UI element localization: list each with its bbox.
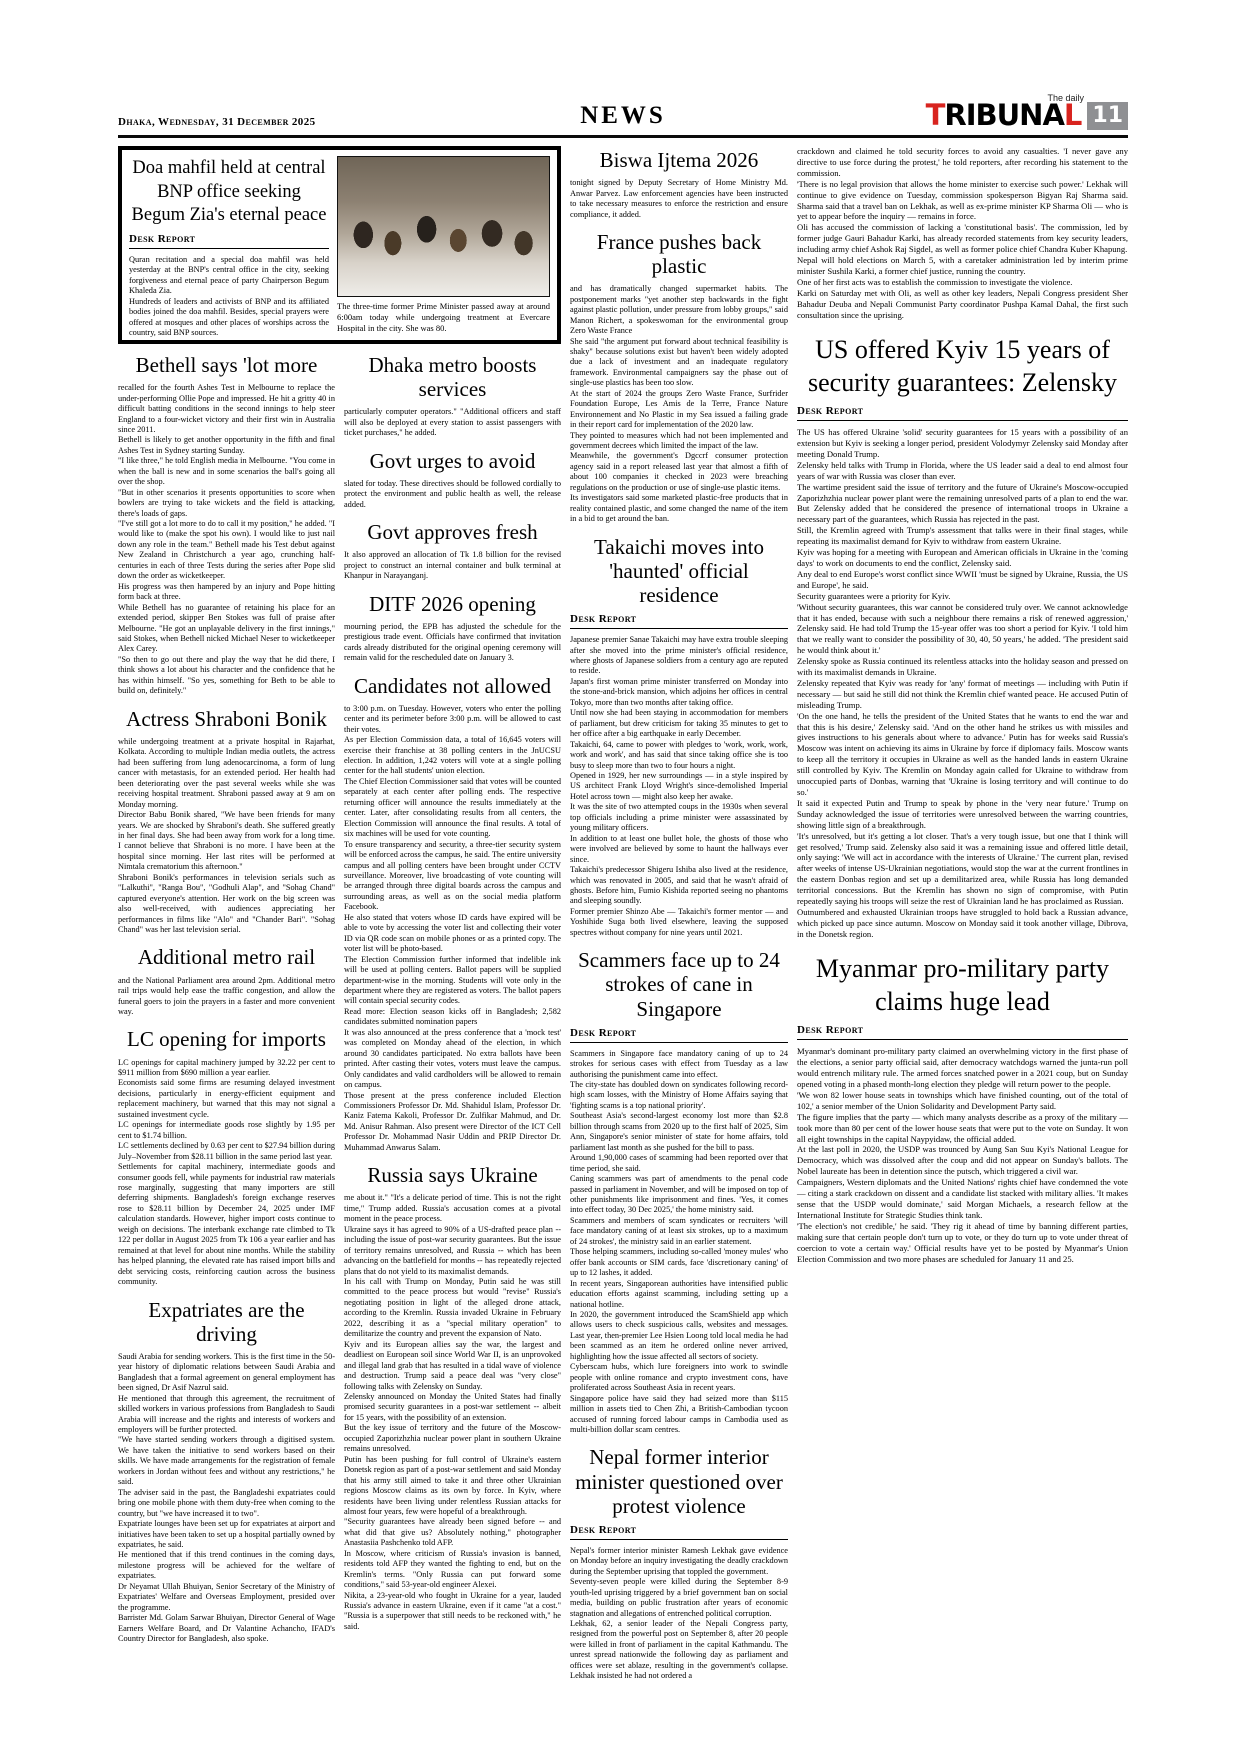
body-paragraph: Ukraine says it has agreed to 90% of a US-drafted peace plan -- including the issue of post-war security guarantees. But the issue of territory remains unresolved, and Russia -- which has been advancing on the battlefield for months -- has repeatedly rejected plans that do not yield to its maximalist demands. <box>344 1224 561 1276</box>
body-paragraph: The US has offered Ukraine 'solid' security guarantees for 15 years with a possibility of an extension but Kyiv is seeking a longer period, president Volodymyr Zelensky said Monday after meeting Donald Trump. <box>797 427 1128 459</box>
column-3 <box>570 146 788 1682</box>
body-paragraph: Any deal to end Europe's worst conflict since WWII 'must be signed by Ukraine, Russia, the US and Europe', he said. <box>797 568 1128 590</box>
body-paragraph: Japanese premier Sanae Takaichi may have extra trouble sleeping after she moved into the prime minister's official residence, where ghosts of Japanese soldiers from a century ago are reputed to reside. <box>570 635 788 676</box>
article <box>118 353 335 697</box>
body-paragraph: One of her first acts was to establish the commission to investigate the violence. <box>797 276 1073 287</box>
article <box>118 1298 335 1645</box>
body-paragraph: It was also announced at the press conference that a 'mock test' was completed on Monday ahead of the election, in which around 30 candidates participated. No extra ballots have been printed. After casting their votes, voters must leave the campus. Only candidates and valid cardholders will be allowed to remain on campus. <box>344 1027 561 1090</box>
body-paragraph: recalled for the fourth Ashes Test in Melbourne to replace the under-performing Ollie Pope and impressed. He hit a gritty 40 in difficult batting conditions in the second innings to help steer England to a four-wicket victory and their first win in Australia since 2011. <box>118 383 335 434</box>
article-headline: LC opening for imports <box>127 1027 326 1052</box>
body-paragraph: mourning period, the EPB has adjusted the schedule for the prestigious trade event. Officials have confirmed that invitation cards already distributed for the original opening ceremony will remain valid for the rescheduled date on January 3. <box>344 621 561 663</box>
body-paragraph: In 2020, the government introduced the ScamShield app which allows users to check suspicious calls, websites and messages. Last year, then-premier Lee Hsien Loong told local media he had been scammed as an item he ordered online never arrived, highlighting how the issue affected all sectors of society. <box>570 1309 788 1361</box>
page-header <box>118 86 1128 138</box>
body-paragraph: Kyiv and its European allies say the war, the largest and deadliest on European soil since World War II, is an unprovoked and illegal land grab that has resulted in a tidal wave of violence and destruction. Trump said a peace deal was "very close" following talks with Zelensky on Sunday. <box>344 1339 561 1391</box>
page-number-badge: 11 <box>1087 102 1128 130</box>
body-paragraph: Karki on Saturday met with Oli, as well as other key leaders, Nepali Congress president Sher Bahadur Deuba and Nepali Communist Party coordinator Pushpa Kamal Dahal, the first such consultation since the uprising. <box>797 287 1128 320</box>
body-paragraph: He mentioned that if this trend continues in the coming days, milestone progress will be achieved for the welfare of expatriates. <box>118 1550 335 1581</box>
body-paragraph: me about it." "It's a delicate period of time. This is not the right time," Trump added. Russia's accusation comes at a pivotal moment in the peace process. <box>344 1193 561 1224</box>
body-paragraph: Zelensky spoke as Russia continued its relentless attacks into the holiday season and pressed on with its maximalist demands in Ukraine. <box>797 656 1128 678</box>
body-paragraph: Scammers and members of scam syndicates or recruiters 'will face mandatory caning of at least six strokes, up to a maximum of 24 strokes', the ministry said in an earlier statement. <box>570 1215 788 1246</box>
body-paragraph: and the National Parliament area around 2pm. Additional metro rail trips would help ease the traffic congestion, and allow the funeral goers to join the prayers in a faster and more convenient way. <box>118 975 335 1016</box>
body-paragraph: Seventy-seven people were killed during the September 8-9 youth-led uprising triggered by a brief government ban on social media, building on public frustration after years of economic stagnation and allegations of entrenched political corruption. <box>570 1577 788 1618</box>
body-paragraph: Nepal will hold elections on March 5, with a caretaker administration led by interim prime minister Sushila Karki, a former chief justice, running the country. <box>797 255 1128 276</box>
article-headline: Doa mahfil held at central BNP office seeking Begum Zia's eternal peace <box>131 158 327 226</box>
article <box>344 592 561 664</box>
body-paragraph: LC openings for intermediate goods rose slightly by 1.95 per cent to $1.74 billion. <box>118 1120 335 1140</box>
body-paragraph: To ensure transparency and security, a three-tier security system will be enforced across the campus, he said. The entire university campus and all polling centers have been brought under CCTV surveillance. Moreover, live broadcasting of vote counting will be arranged through three digital boards across the campus and surrounding areas, as well as on the social media platform Facebook. <box>344 839 561 912</box>
article <box>344 1163 561 1632</box>
article-headline: Nepal former interior minister questioned over protest violence <box>575 1445 783 1518</box>
article-headline: France pushes back plastic <box>596 229 762 279</box>
article <box>118 707 335 936</box>
body-paragraph: Shraboni Bonik's performances in television serials such as "Lalkuthi", "Ranga Bou", "Godhuli Alap", and "Sohag Chand" captured everyone's attention. Her work on the big screen was also well-received, with audiences appreciating her performances in films like "Alo" and "Chander Bari". "Sohag Chand" was her last television serial. <box>118 872 335 935</box>
article <box>344 674 561 1154</box>
column-2 <box>344 351 561 1645</box>
body-paragraph: Nikita, a 23-year-old who fought in Ukraine for a year, lauded Russia's advance in eastern Ukraine, even if it came "at a cost." "Russia is a superpower that still needs to be reckoned with," he said. <box>344 1590 561 1631</box>
body-paragraph: In his call with Trump on Monday, Putin said he was still committed to the peace process but would "revise" Russia's negotiating position in light of the alleged drone attack, according to the Kremlin. Russia invaded Ukraine in February 2022, describing it as a "special military operation" to demilitarize the country and prevent the expansion of Nato. <box>344 1276 561 1339</box>
body-paragraph: It said it expected Putin and Trump to speak by phone in the 'very near future.' Trump on Sunday acknowledged the issue of territories were unresolved between the warring countries, showing little sign of a breakthrough. <box>797 797 1128 830</box>
body-paragraph: The Chief Election Commissioner said that votes will be counted separately at each center after polling ends. The respective returning officer will announce the results immediately at the center. Later, after consolidating results from all centers, the Election Commission will announce the final results. A total of six machines will be used for vote counting. <box>344 776 561 839</box>
body-paragraph: Lekhak, 62, a senior leader of the Nepali Congress party, resigned from the powerful post on September 8, after 20 people were killed in front of parliament in the capital Kathmandu. The unrest spread nationwide the following day as parliament and offices were set ablaze, resulting in the government's collapse. Lekhak insisted he had not ordered a <box>570 1619 788 1681</box>
article-headline: Additional metro rail <box>137 945 316 970</box>
body-paragraph: Dr Neyamat Ullah Bhuiyan, Senior Secretary of the Ministry of Expatriates' Welfare and Overseas Employment, presided over the programme. <box>118 1581 335 1612</box>
body-paragraph: "Security guarantees have already been signed before -- and what did that give us? Absolutely nothing," photographer Anastasiia Pashchenko told AFP. <box>344 1517 561 1548</box>
article <box>344 449 561 511</box>
logo-wordmark: TRIBUNAL <box>925 98 1082 132</box>
body-paragraph: particularly computer operators." "Additional officers and staff will also be deployed at every station to assist passengers with ticket purchases," he added. <box>344 407 561 438</box>
body-paragraph: They pointed to measures which had not been implemented and government decrees which limited the impact of the law. <box>570 430 788 451</box>
body-paragraph: 'It's unresolved, but it's getting a lot closer. That's a very tough issue, but one that I think will get resolved,' Trump said. Zelensky also said it was a remaining issue and offered little detail, only saying: 'We will act in accordance with the interests of Ukraine.' The current plan, revised after weeks of intense US-Ukrainian negotiations, would stop the war at the current frontlines in the eastern Donbas region and set up a demilitarized area, while Russia has long demanded territorial concessions. But the Kremlin has shown no sign of compromise, with Putin repeatedly saying his troops will seize the rest of Ukrainian land he has proclaimed as Russian. <box>797 830 1129 907</box>
body-paragraph: Singapore police have said they had seized more than $115 million in assets tied to Chen Zhi, a British-Cambodian tycoon accused of running forced labour camps in Cambodia used as multi-billion dollar scam centres. <box>570 1393 788 1434</box>
body-paragraph: Campaigners, Western diplomats and the United Nations' rights chief have condemned the vote — citing a stark crackdown on dissent and a candidate list stacked with military allies. 'It makes sense that the USDP would dominate,' said Morgan Michaels, a research fellow at the International Institute for Strategic Studies think tank. <box>797 1177 1128 1220</box>
article-headline: Bethell says 'lot more <box>135 353 318 377</box>
article <box>118 1027 335 1287</box>
body-paragraph: The Election Commission further informed that indelible ink will be used at polling centers. Ballot papers will be supplied department-wise in the morning. Students will vote only in the department where they are registered as voters. The ballot papers will contain special security codes. <box>344 954 561 1006</box>
byline: Desk Report <box>570 1027 788 1043</box>
body-paragraph: Oli has accused the commission of lacking a 'constitutional basis'. The commission, led by former judge Gauri Bahadur Karki, has already recorded statements from key security leaders, including army chief Ashok Raj Sigdel, as well as former police chief Chandra Kuber Khapung. <box>797 222 1128 255</box>
article-headline: DITF 2026 opening <box>369 591 536 616</box>
masthead <box>666 93 1128 130</box>
body-paragraph: Around 1,90,000 cases of scamming had been reported over that time period, she said. <box>570 1153 788 1173</box>
article <box>797 333 1128 940</box>
photo-caption: The three-time former Prime Minister passed away at around 6:00am today while undergoing treatment at Evercare Hospital in the city. She was 80. <box>337 300 550 333</box>
body-paragraph: Quran recitation and a special doa mahfil was held yesterday at the BNP's central office in the city, seeking forgiveness and eternal peace of party Chairperson Begum Khaleda Zia. <box>129 255 329 296</box>
body-paragraph: Hundreds of leaders and activists of BNP and its affiliated bodies joined the doa mahfil. Besides, special prayers were offered at mosques and other places of worships across the country, said BNP sources. <box>129 296 329 338</box>
body-paragraph: The figure implies that the party — which many analysts describe as a proxy of the military — took more than 80 per cent of the lower house seats that were put to the vote on Sunday. It won all eight townships in the capital Naypyidaw, the official added. <box>797 1111 1128 1144</box>
body-paragraph: Myanmar's dominant pro-military party claimed an overwhelming victory in the first phase of the elections, a senior party official said, after democracy watchdogs warned the junta-run poll would entrench military rule. The armed forces snatched power in a 2021 coup, but on Sunday opened voting in a phased month-long election they pledge will return power to the people. <box>797 1046 1128 1089</box>
body-paragraph: Read more: Election season kicks off in Bangladesh; 2,582 candidates submitted nomination papers <box>344 1006 561 1027</box>
body-paragraph: LC openings for capital machinery jumped by 32.22 per cent to $911 million from $690 million a year earlier. <box>118 1057 335 1078</box>
article-headline: Russia says Ukraine <box>367 1163 538 1188</box>
article-headline: Actress Shraboni Bonik <box>126 706 327 731</box>
body-paragraph: Scammers in Singapore face mandatory caning of up to 24 strokes for serious cases with effect from Tuesday as a law authorising the punishment came into effect. <box>570 1048 788 1079</box>
body-paragraph: 'On the one hand, he tells the president of the United States that he wants to end the war and that this is his desire,' Zelensky said. 'And on the other hand he strikes us with missiles and gives instructions to his generals about where to advance.' Putin has for weeks said Russia's Moscow was intent on achieving its aims in Ukraine by force if diplomacy fails. Moscow wants to keep all the territory it occupies in Ukraine as well as the handed lands in eastern Ukraine still controlled by Kyiv. The Kremlin on Monday again called for Ukraine to withdraw from unoccupied parts of Donbas, warning that 'Ukraine is losing territory and will continue to do so.' <box>797 710 1128 797</box>
body-paragraph: 'There is no legal provision that allows the home minister to exercise such power.' Lekhak will continue to give evidence on Tuesday, commission spokesperson Bigyan Raj Sharma said. Sharma said that a travel ban on Lekhak, as well as ex-prime minister KP Sharma Oli — who is yet to appear before the inquiry — remains in force. <box>797 178 1128 222</box>
body-paragraph: slated for today. These directives should be followed cordially to protect the environment and public health as well, the release added. <box>344 478 561 509</box>
body-paragraph: Caning scammers was part of amendments to the penal code passed in parliament in November, and will be imposed on top of other punishments like imprisonment and fines. 'Yes, it comes into effect today, 30 Dec 2025,' the home ministry said. <box>570 1174 788 1215</box>
body-paragraph: Cyberscam hubs, which lure foreigners into work to swindle people with online romance and crypto investment cons, have proliferated across Southeast Asia in recent years. <box>570 1362 788 1393</box>
body-paragraph: While Bethell has no guarantee of retaining his place for an extended period, skipper Ben Stokes was full of praise after Melbourne. "He got an unplayable delivery in the first innings," said Stokes, when Bethell nicked Michael Neser to wicketkeeper Alex Carey. <box>118 602 335 654</box>
body-paragraph: Those present at the press conference included Election Commissioners Professor Dr. Md. Shahidul Islam, Professor Dr. Kaniz Fatema Kakoli, Professor Dr. Zulfikar Mahmud, and Dr. Md. Anisur Rahman. Also present were Director of the ICT Cell Professor Dr. Mohammad Nasir Uddin and PRIP Director Dr. Muhammad Anwarus Salam. <box>344 1090 561 1152</box>
tribunal-logo <box>926 93 1128 130</box>
body-paragraph: It also approved an allocation of Tk 1.8 billion for the revised project to construct an internal container and bulk terminal at Khanpur in Narayanganj. <box>344 550 561 581</box>
body-paragraph: The adviser said in the past, the Bangladeshi expatriates could bring one mobile phone with them duty-free when coming to the country, but "we have increased it to two". <box>118 1487 335 1518</box>
body-paragraph: "But in other scenarios it presents opportunities to score when bowlers are trying to take wickets and the field is attacking, there's loads of gaps. <box>118 487 335 518</box>
body-paragraph: "I've still got a lot more to do to call it my position," he added. "I would like to (make the spot his own). I would like to just nail down any role in the team." Bethell made his Test debut against New Zealand in Christchurch a year ago, crunching half-centuries in each of three Tests during the series after Pope slid down the order as wicketkeeper. <box>118 519 335 581</box>
column-4 <box>797 146 1128 1682</box>
article-headline: Candidates not allowed <box>353 673 552 698</box>
body-paragraph: He mentioned that through this agreement, the recruitment of skilled workers in various professions from Bangladesh to Saudi Arabia will increase and the rights and interests of workers and employers will be further protected. <box>118 1393 335 1434</box>
article-headline: Scammers face up to 24 strokes of cane in Singapore <box>578 948 780 1021</box>
article <box>797 952 1128 1265</box>
body-paragraph: Barrister Md. Golam Sarwar Bhuiyan, Director General of Wage Earners Welfare Board, and Dr Valantine Achancho, IFAD's Country Director for Bangladesh, also spoke. <box>118 1613 335 1644</box>
article <box>797 146 1128 321</box>
body-paragraph: and has dramatically changed supermarket habits. The postponement marks "yet another step backwards in the fight against plastic pollution, under pressure from lobby groups," said Manon Richert, a spokeswoman for the environmental group Zero Waste France <box>570 284 788 336</box>
article <box>570 948 788 1435</box>
body-paragraph: Meanwhile, the government's Dgccrf consumer protection agency said in a report released last year that almost a fifth of about 100 companies it checked in 2023 were breaching regulations on the production or use of single-use plastic items. <box>570 451 788 492</box>
section-title: NEWS <box>580 102 666 129</box>
body-paragraph: 'The election's not credible,' he said. 'They rig it ahead of time by banning different parties, making sure that certain people don't turn up to vote, or they do turn up to vote under threat of coercion to vote a certain way.' Official results have yet to be posted by Myanmar's Union Election Commission and two more phases are scheduled for January 11 and 25. <box>797 1220 1128 1264</box>
body-paragraph: Zelensky repeated that Kyiv was ready for 'any' format of meetings — including with Putin if necessary — but said he still did not think the Kremlin chief wanted peace. He accused Putin of misleading Trump. <box>797 677 1128 710</box>
body-paragraph: Until now she had been staying in accommodation for members of parliament, but drew criticism for taking 35 minutes to get to her office after a big earthquake in early December. <box>570 708 788 739</box>
body-paragraph: Putin has been pushing for full control of Ukraine's eastern Donetsk region as part of a post-war settlement and said Monday that his army still aimed to take it and three other Ukrainian regions Moscow claims as its own by force. In Kyiv, where residents have been living under relentless Russian attacks for almost four years, few were hopeful of a breakthrough. <box>344 1454 561 1516</box>
article-body <box>129 255 329 339</box>
body-paragraph: Former premier Shinzo Abe — Takaichi's former mentor — and Yoshihide Suga both lived elsewhere, leaving the supposed spectres without company for nine years until 2021. <box>570 906 788 937</box>
body-paragraph: 'Without security guarantees, this war cannot be considered truly over. We cannot acknowledge that it has ended, because with such a neighbour there remains a risk of renewed aggression,' Zelensky said. He had told Trump the 15-year offer was too short a period for Kyiv. 'I told him that we really want to consider the possibility of 30, 40, 50 years,' he added. 'The president said he would think about it.' <box>797 601 1128 656</box>
byline: Desk Report <box>797 1024 1128 1040</box>
body-paragraph: Japan's first woman prime minister transferred on Monday into the stone-and-brick mansion, which adjoins her offices in central Tokyo, more than two months after taking office. <box>570 676 788 707</box>
body-paragraph: Outnumbered and exhausted Ukrainian troops have struggled to hold back a Russian advance, which picked up pace since autumn. Moscow on Monday said it took another village, Dibrova, in the Donetsk region. <box>797 906 1128 939</box>
article <box>344 353 561 439</box>
body-paragraph: Security guarantees were a priority for Kyiv. <box>797 590 951 601</box>
article-headline: Govt approves fresh <box>367 520 538 545</box>
body-paragraph: Zelensky announced on Monday the United States had finally promised security guarantees in a post-war settlement -- albeit for 15 years, with the possibility of an extension. <box>344 1391 561 1422</box>
body-paragraph: In addition to at least one bullet hole, the ghosts of those who were involved are believed by some to haunt the hallways ever since. <box>570 833 788 864</box>
body-paragraph: He also stated that voters whose ID cards have expired will be able to vote by accessing the voter list and collecting their voter ID via QR code scan on mobile phones or as a printed copy. The voter list will be photo-based. <box>344 912 561 954</box>
body-paragraph: She said "the argument put forward about technical feasibility is shaky" because solutions exist but haven't been widely adopted due a lack of investment and an inadequate regulatory framework. Environmental campaigners say the phase out of single-use plastics has been too slow. <box>570 336 788 388</box>
left-column-pair <box>118 146 561 1682</box>
body-paragraph: Opened in 1929, her new surroundings — in a style inspired by US architect Frank Lloyd Wright's since-demolished Imperial Hotel across town — might also keep her awake. <box>570 770 788 801</box>
body-paragraph: "So then to go out there and play the way that he did there, I think shows a lot about his character and the confidence that he has within himself. "So yes, something for Beth to be able to build on, definitely." <box>118 654 335 696</box>
body-paragraph: In Moscow, where criticism of Russia's invasion is banned, residents told AFP they wanted the fighting to end, but on the Kremlin's terms. "Only Russia can put forward some conditions," said 53-year-old engineer Alexei. <box>344 1548 561 1590</box>
body-paragraph: to 3:00 p.m. on Tuesday. However, voters who enter the polling center and its perimeter before 3:00 p.m. will be allowed to cast their votes. <box>344 703 561 734</box>
body-paragraph: Southeast Asia's second-largest economy lost more than $2.8 billion through scams from 2020 up to the first half of 2025, Sim Ann, Singapore's senior minister of state for home affairs, told parliament last month as she pushed for the bill to pass. <box>570 1111 788 1152</box>
article-headline: Biswa Ijtema 2026 <box>599 148 759 172</box>
column-1 <box>118 351 335 1645</box>
article-headline: Myanmar pro-military party claims huge lead <box>815 953 1110 1017</box>
doa-mahfil-gathering-photo <box>337 156 550 297</box>
body-paragraph: tonight signed by Deputy Secretary of Home Ministry Md. Anwar Parvez. Law enforcement agencies have been instructed to take necessary measures to enforce the restriction and ensure compliance, it added. <box>570 178 788 219</box>
article-headline: Takaichi moves into 'haunted' official residence <box>594 534 764 607</box>
article <box>344 520 561 582</box>
body-paragraph: Those helping scammers, including so-called 'money mules' who offer bank accounts or SIM cards, face 'discretionary caning' of up to 12 lashes, it added. <box>570 1247 788 1278</box>
body-paragraph: In recent years, Singaporean authorities have intensified public education efforts against scamming, including setting up a national hotline. <box>570 1278 788 1309</box>
body-paragraph: "We have started sending workers through a digitised system. We have taken the initiative to send workers based on their skills. We have made arrangements for the registration of female workers in Jordan without fees and without any restrictions," he said. <box>118 1435 335 1487</box>
body-paragraph: As per Election Commission data, a total of 16,645 voters will exercise their franchise at 38 polling centers in the JnUCSU election. In addition, 1,242 voters will vote at a single polling center for the hall students' union election. <box>344 735 561 776</box>
body-paragraph: Its investigators said some marketed plastic-free products that in reality contained plastic, and some changed the name of the item in a bid to get around the ban. <box>570 493 788 524</box>
article-headline: Govt urges to avoid <box>369 448 536 473</box>
article <box>570 535 788 939</box>
body-paragraph: Takaichi, 64, came to power with pledges to 'work, work, work, work and work', and has said that since taking office she is too busy to sleep more than two to four hours a night. <box>570 739 788 770</box>
body-paragraph: Still, the Kremlin agreed with Trump's assessment that talks were in their final stages, while repeating its maximalist demand for Kyiv to withdraw from eastern Ukraine. <box>797 525 1128 547</box>
body-paragraph: 'We won 82 lower house seats in townships which have finished counting, out of the total of 102,' a senior member of the Union Solidarity and Development Party said. <box>797 1089 1128 1111</box>
body-paragraph: But the key issue of territory and the future of the Moscow-occupied Zaporizhzhia nuclear power plant in southern Ukraine remains unresolved. <box>344 1423 561 1454</box>
body-paragraph: Takaichi's predecessor Shigeru Ishiba also lived at the residence, which was renovated in 2005, and said that he wasn't afraid of ghosts. Before him, Fumio Kishida reported seeing no phantoms and sleeping soundly. <box>570 865 788 906</box>
dateline: Dhaka, Wednesday, 31 December 2025 <box>118 116 316 128</box>
article <box>570 1445 788 1681</box>
article <box>118 945 335 1017</box>
body-paragraph: At the start of 2024 the groups Zero Waste France, Surfrider Foundation Europe, Les Amis de la Terre, France Nature Environnement and No Plastic in my Sea issued a failing grade in their report card for implementation of the 2020 law. <box>570 388 788 430</box>
body-paragraph: Expatriate lounges have been set up for expatriates at airport and initiatives have been taken to set up a hospital partially owned by expatriates, he said. <box>118 1519 335 1549</box>
body-paragraph: Bethell is likely to get another opportunity in the fifth and final Ashes Test in Sydney starting Sunday. <box>118 435 335 455</box>
body-paragraph: The city-state has doubled down on syndicates following record-high scam losses, with the Ministry of Home Affairs saying that 'fighting scams is a top national priority'. <box>570 1080 788 1110</box>
body-paragraph: Kyiv was hoping for a meeting with European and American officials in Ukraine in the 'coming days' to work on documents to end the conflict, Zelensky said. <box>797 547 1128 568</box>
body-paragraph: Director Babu Bonik shared, "We have been friends for many years. We are shocked by Shraboni's death. She suffered greatly in her final days. She had been away from work for a long time. I cannot believe that Shraboni is no more. I have been at the hospital since morning. Her last rites will be performed at Nimtala crematorium this afternoon." <box>118 810 335 872</box>
body-paragraph: crackdown and claimed he told security forces to avoid any casualties. 'I never gave any directive to use force during the protest,' he told reporters, after recording his statement to the commission. <box>797 146 1128 178</box>
article-headline: Dhaka metro boosts services <box>368 353 537 402</box>
body-paragraph: Nepal's former interior minister Ramesh Lekhak gave evidence on Monday before an inquiry investigating the deadly crackdown during the September uprising that toppled the government. <box>570 1545 788 1576</box>
article <box>570 230 788 525</box>
body-paragraph: "I like three," he told English media in Melbourne. "You come in when the ball is new and in some scenarios the ball's going all over the shop. <box>118 456 335 487</box>
article-headline: US offered Kyiv 15 years of security guarantees: Zelensky <box>808 334 1117 398</box>
body-paragraph: Economists said some firms are resuming delayed investment decisions, particularly in energy-efficient equipment and replacement machinery, but warned that this may not signal a sustained investment cycle. <box>118 1078 335 1119</box>
article <box>570 148 788 220</box>
body-paragraph: LC settlements declined by 0.63 per cent to $27.94 billion during July–November from $28.11 billion in the same period last year. <box>118 1141 335 1161</box>
news-content <box>118 146 1128 1682</box>
body-paragraph: Zelensky held talks with Trump in Florida, where the US leader said a deal to end almost four years of war with Russia was closer than ever. <box>797 459 1128 481</box>
body-paragraph: The wartime president said the issue of territory and the future of Ukraine's Moscow-occupied Zaporizhzhia nuclear power plant were the remaining unresolved parts of a plan to end the war. But Zelensky added that he considered the presence of international troops in Ukraine a necessary part of the guarantees, which Russia has rejected in the past. <box>797 481 1128 525</box>
article-headline: Expatriates are the driving <box>148 1297 305 1346</box>
body-paragraph: It was the site of two attempted coups in the 1930s when several top officials including a prime minister were assassinated by young military officers. <box>570 802 788 833</box>
body-paragraph: His progress was then hampered by an injury and Pope hitting form back at three. <box>118 581 335 602</box>
byline: Desk Report <box>570 613 788 629</box>
lead-article-text <box>129 156 329 338</box>
lead-article-box <box>118 146 561 344</box>
body-paragraph: while undergoing treatment at a private hospital in Rajarhat, Kolkata. According to multiple Indian media outlets, the actress had been suffering from lung adenocarcinoma, a form of lung cancer with metastasis, for an extended period. Her health had been deteriorating over the past several weeks while she was receiving hospital treatment. Shraboni passed away at 9 am on Monday morning. <box>118 736 335 809</box>
logo-tagline: The daily <box>1047 93 1085 103</box>
lead-article-media <box>337 156 550 334</box>
byline: Desk Report <box>570 1524 788 1540</box>
body-paragraph: At the last poll in 2020, the USDP was trounced by Aung San Suu Kyi's National League for Democracy, which was dissolved after the coup and did not appear on Sunday's ballots. The Nobel laureate has been in detention since the putsch, which triggered a civil war. <box>797 1144 1128 1177</box>
byline: Desk Report <box>797 405 1128 421</box>
body-paragraph: Saudi Arabia for sending workers. This is the first time in the 50-year history of diplomatic relations between Saudi Arabia and Bangladesh that a formal agreement on general employment has been signed, Dr Asif Nazrul said. <box>118 1351 335 1393</box>
body-paragraph: Settlements for capital machinery, intermediate goods and consumer goods fell, while payments for industrial raw materials rose marginally, suggesting that many importers are still deferring shipments. Bangladesh's foreign exchange reserves rose to $28.11 billion by December 24, 2025 under IMF calculation standards. However, higher import costs continue to weigh on decisions. The interbank exchange rate climbed to Tk 122 per dollar in August 2025 from Tk 106 a year earlier and has remained at that level for about nine months. While the stability has helped planning, the elevated rate has raised import bills and debt servicing costs, reinforcing caution across the business community. <box>118 1162 335 1287</box>
byline: Desk Report <box>129 233 329 249</box>
